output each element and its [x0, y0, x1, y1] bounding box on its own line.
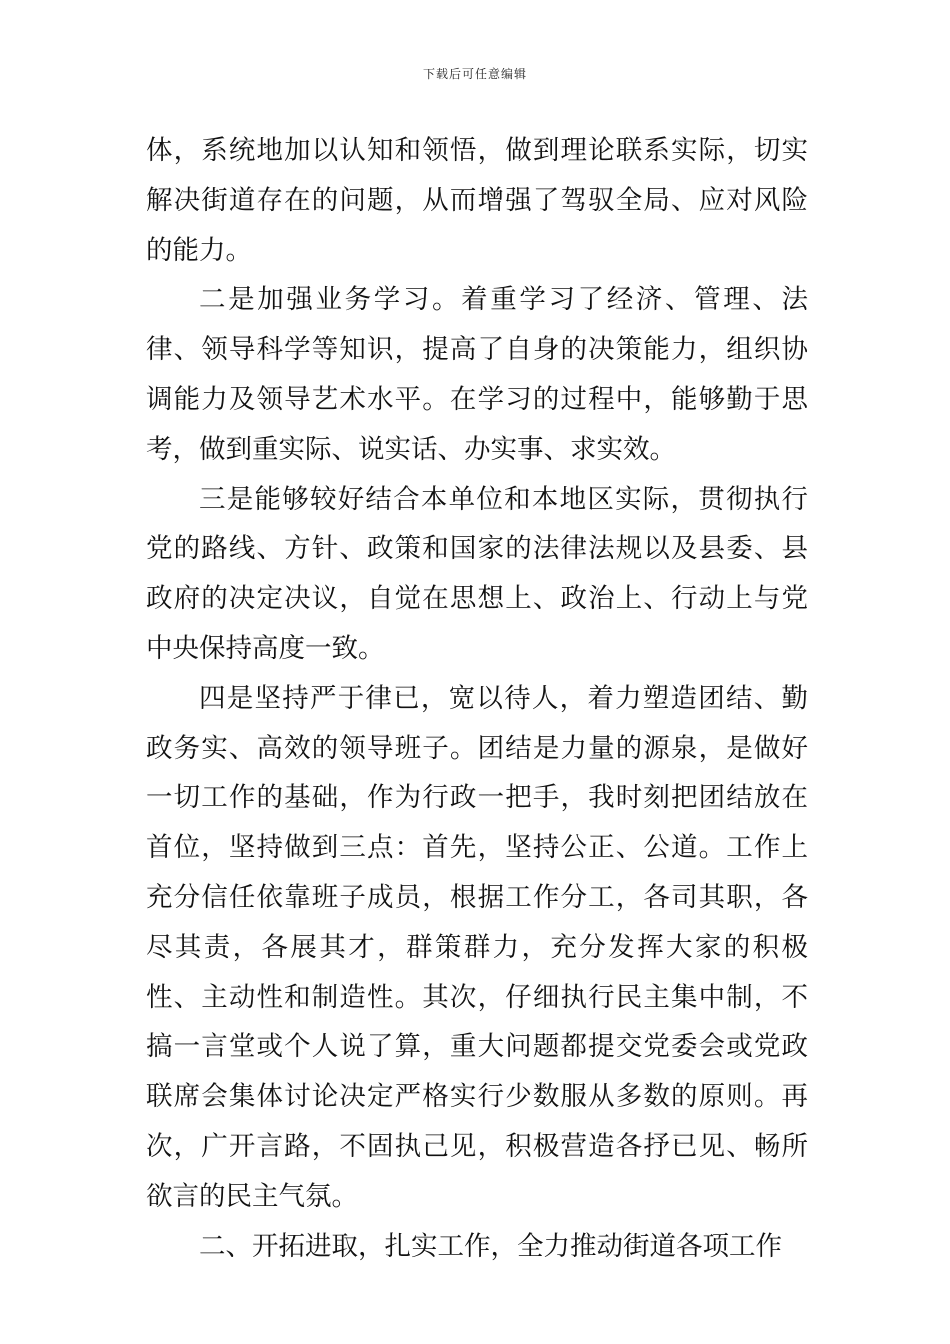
paragraph-business-study: 二是加强业务学习。着重学习了经济、管理、法律、领导科学等知识，提高了自身的决策能力，组织协调能力及领导艺术水平。在学习的过程中，能够勤于思考，做到重实际、说实话、办实事、求实效。 [146, 284, 808, 465]
paragraph-policy-alignment: 三是能够较好结合本单位和本地区实际，贯彻执行党的路线、方针、政策和国家的法律法规以及县委、县政府的决定决议，自觉在思想上、政治上、行动上与党中央保持高度一致。 [146, 483, 808, 664]
page-header: 下载后可任意编辑 [422, 67, 527, 81]
document-body [146, 126, 808, 1271]
paragraph-continuation: 体，系统地加以认知和领悟，做到理论联系实际，切实解决街道存在的问题，从而增强了驾驭全局、应对风险的能力。 [146, 135, 808, 266]
section-heading: 二、开拓进取，扎实工作，全力推动街道各项工作 [199, 1230, 782, 1262]
paragraph-team-unity: 四是坚持严于律已，宽以待人，着力塑造团结、勤政务实、高效的领导班子。团结是力量的源泉，是做好一切工作的基础，作为行政一把手，我时刻把团结放在首位，坚持做到三点：首先，坚持公正、公道。工作上充分信任依靠班子成员，根据工作分工，各司其职，各尽其责，各展其才，群策群力，充分发挥大家的积极性、主动性和制造性。其次，仔细执行民主集中制，不搞一言堂或个人说了算，重大问题都提交党委会或党政联席会集体讨论决定严格实行少数服从多数的原则。再次，广开言路，不固执己见，积极营造各抒已见、畅所欲言的民主气氛。 [146, 682, 808, 1212]
